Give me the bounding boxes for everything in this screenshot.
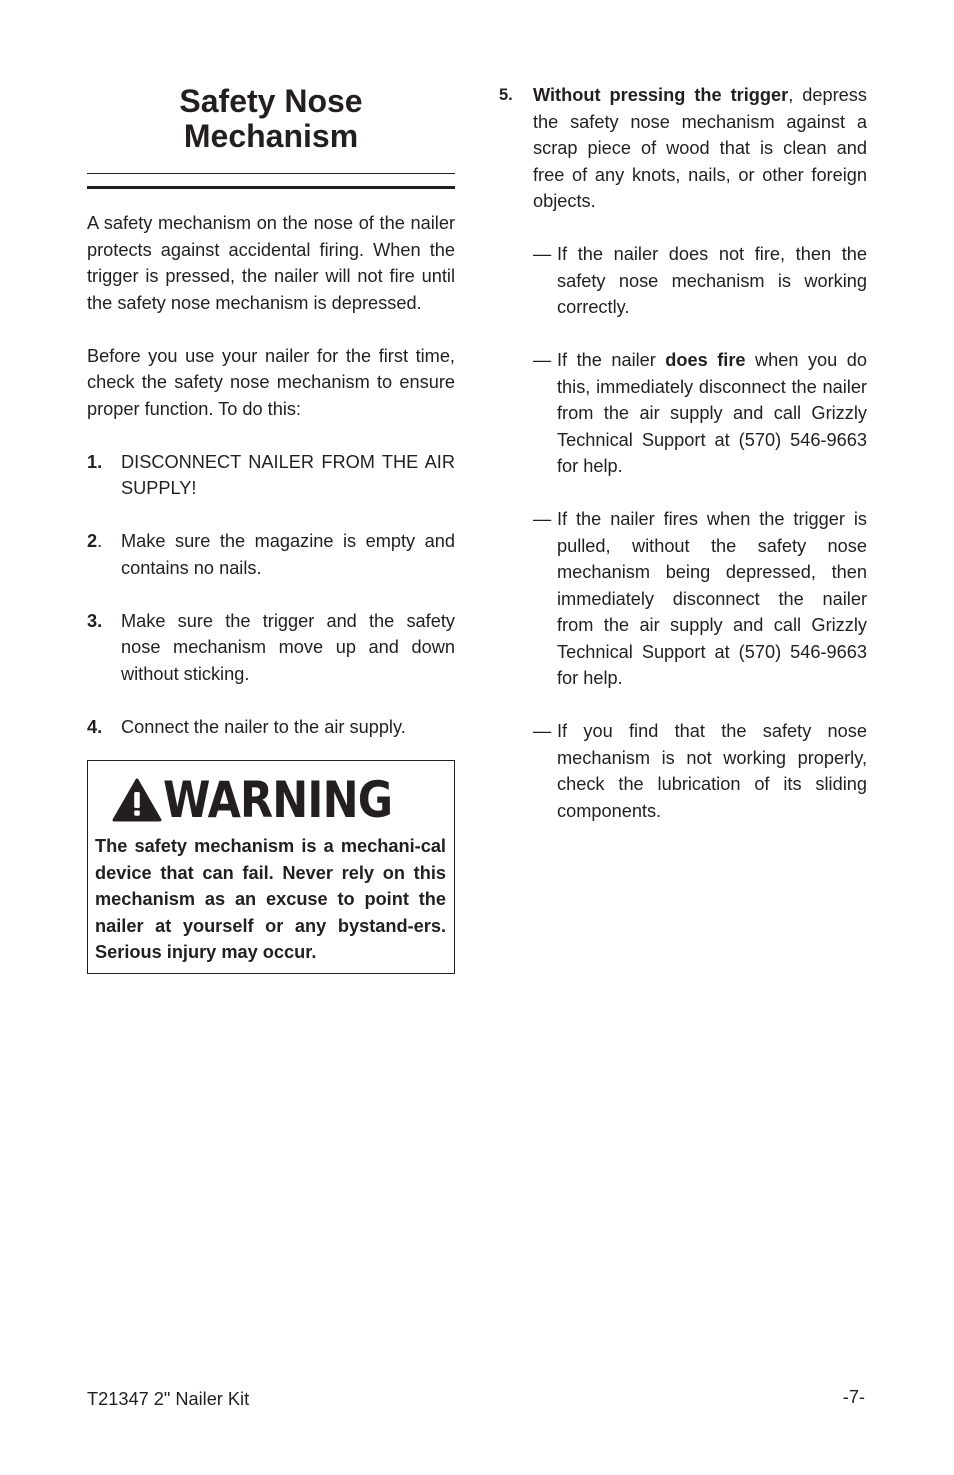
- warning-text: The safety mechanism is a mechani-cal device that can fail. Never rely on this mechanism as an excuse to point the nailer at yourself or any bystand-ers. Serious injury may occur.: [95, 836, 446, 962]
- title-rule-thin: [87, 173, 455, 174]
- intro-paragraph: A safety mechanism on the nose of the nailer protects against accidental firing. When the trigger is pressed, the nailer will not fire until the safety nose mechanism is depressed.: [87, 213, 455, 313]
- step-5-text: [533, 82, 867, 215]
- step-1-text: DISCONNECT NAILER FROM THE AIR SUPPLY!: [121, 451, 455, 498]
- bullet-dash: —: [533, 509, 552, 529]
- step-5-number: 5.: [499, 86, 513, 104]
- bullet-2-emphasis: does fire: [665, 350, 746, 370]
- step-3-number: 3.: [87, 610, 103, 631]
- warning-header: [95, 767, 446, 833]
- step-2-number: [87, 528, 121, 581]
- before-paragraph: Before you use your nailer for the first time, check the safety nose mechanism to ensure proper function. To do this:: [87, 345, 455, 419]
- step-4-text: Connect the nailer to the air supply.: [121, 716, 406, 737]
- step-5: [499, 82, 867, 215]
- step-3-text: Make sure the trigger and the safety nose mechanism move up and down without sticking.: [121, 610, 455, 684]
- bullet-2-pre: If the nailer: [557, 350, 666, 370]
- bullet-1-text: If the nailer does not fire, then the safety nose mechanism is working correctly.: [557, 244, 867, 317]
- step-2: [87, 528, 455, 581]
- bullet-dash: —: [533, 721, 552, 741]
- left-column: [87, 82, 455, 974]
- page-title-line1: Safety Nose: [179, 83, 363, 119]
- page-title-line2: Mechanism: [183, 118, 359, 154]
- step-1: [87, 449, 455, 502]
- bullet-2-post: when you do this, immediately disconnect the nailer from the air supply and call Grizzly Technical Support at (570) 546-9663 for help.: [557, 350, 867, 476]
- footer-doc-title: T21347 2" Nailer Kit: [87, 1389, 250, 1409]
- step-2-number-digit: 2: [87, 531, 98, 551]
- step-4-number: 4.: [87, 716, 103, 737]
- bullet-item: [533, 506, 867, 692]
- warning-label: WARNING: [162, 771, 392, 829]
- step-3: [87, 608, 455, 688]
- step-5-rest: , depress the safety nose mechanism against a scrap piece of wood that is clean and free of any knots, nails, or other foreign objects.: [533, 85, 867, 211]
- step-1-number: 1.: [87, 451, 103, 472]
- bullet-dash: —: [533, 350, 552, 370]
- step-2-text: Make sure the magazine is empty and contains no nails.: [121, 531, 455, 578]
- bullet-item: [533, 241, 867, 321]
- page-title: [87, 82, 455, 154]
- right-column: [499, 82, 867, 824]
- step-2-number-dot: .: [97, 531, 103, 551]
- title-rule-thick: [87, 186, 455, 189]
- bullet-dash: —: [533, 244, 552, 264]
- step-4: [87, 714, 455, 741]
- bullet-item: [533, 718, 867, 824]
- bullet-4-text: If you find that the safety nose mechanism is not working properly, check the lubrication of its sliding components.: [557, 721, 867, 821]
- bullet-3-text: If the nailer fires when the trigger is pulled, without the safety nose mechanism being depressed, then immediately disconnect the nailer from the air supply and call Grizzly Technical Support at (570) 546-9663 for help.: [557, 509, 867, 688]
- footer-page-number: -7-: [842, 1387, 865, 1407]
- warning-box: [87, 760, 455, 974]
- title-divider: [87, 173, 455, 191]
- warning-triangle-icon: [112, 778, 162, 822]
- step-5-emphasis: Without pressing the trigger: [533, 85, 789, 105]
- bullet-item: [533, 347, 867, 480]
- bullet-2-text: [557, 347, 867, 480]
